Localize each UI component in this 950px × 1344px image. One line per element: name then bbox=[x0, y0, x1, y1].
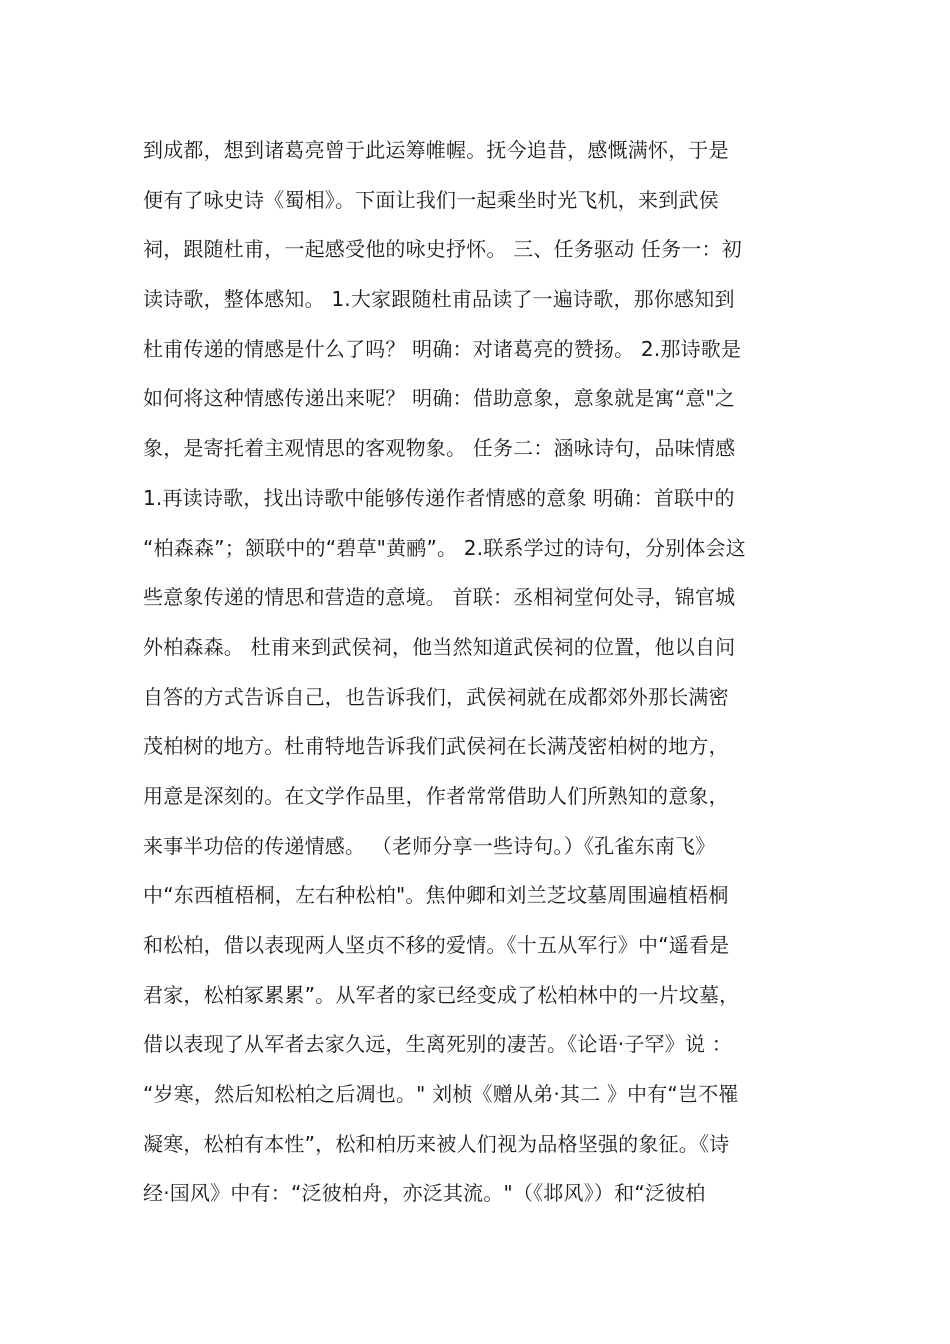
text-line-20: “岁寒，然后知松柏之后凋也。" 刘桢《赠从弟·其二 》中有“岂不罹 bbox=[143, 1082, 739, 1107]
text-line-16: 中“东西植梧桐，左右种松柏"。焦仲卿和刘兰芝坟墓周围遍植梧桐 bbox=[143, 883, 729, 908]
text-line-10: 些意象传递的情思和营造的意境。 首联：丞相祠堂何处寻，锦官城 bbox=[143, 585, 736, 610]
text-line-17: 和松柏，借以表现两人坚贞不移的爱情。《十五从军行》中“遥看是 bbox=[143, 933, 730, 957]
text-line-14: 用意是深刻的。在文学作品里，作者常常借助人们所熟知的意象， bbox=[143, 783, 729, 808]
text-line-6: 如何将这种情感传递出来呢？ 明确：借助意象，意象就是寓“意"之 bbox=[143, 386, 736, 411]
text-line-18: 君家，松柏冢累累”。从军者的家已经变成了松柏林中的一片坟墓， bbox=[143, 982, 740, 1007]
body-text bbox=[143, 126, 813, 1219]
text-line-7: 象，是寄托着主观情思的客观物象。 任务二：涵咏诗句，品味情感 bbox=[143, 436, 736, 461]
text-line-9: “柏森森”；颔联中的“碧草"黄鹂”。 2.联系学过的诗句，分别体会这 bbox=[143, 535, 746, 560]
text-line-5: 杜甫传递的情感是什么了吗？ 明确：对诸葛亮的赞扬。 2.那诗歌是 bbox=[143, 336, 742, 361]
text-line-22: 经·国风》中有：“泛彼柏舟，亦泛其流。"（《邶风》）和“泛彼柏 bbox=[143, 1181, 706, 1206]
text-line-11: 外柏森森。 杜甫来到武侯祠，他当然知道武侯祠的位置，他以自问 bbox=[143, 634, 736, 659]
text-line-15: 来事半功倍的传递情感。 （老师分享一些诗句。）《孔雀东南飞》 bbox=[143, 833, 716, 858]
text-line-3: 祠，跟随杜甫，一起感受他的咏史抒怀。 三、任务驱动 任务一：初 bbox=[143, 237, 742, 262]
text-line-4: 读诗歌，整体感知。 1.大家跟随杜甫品读了一遍诗歌，那你感知到 bbox=[143, 287, 735, 312]
text-line-19: 借以表现了从军者去家久远，生离死别的凄苦。《论语·子罕》说 ： bbox=[143, 1032, 732, 1057]
text-line-12: 自答的方式告诉自己，也告诉我们，武侯祠就在成都郊外那长满密 bbox=[143, 684, 729, 709]
text-line-1: 到成都，想到诸葛亮曾于此运筹帷幄。抚今追昔，感慨满怀，于是 bbox=[143, 138, 729, 162]
text-line-8: 1.再读诗歌，找出诗歌中能够传递作者情感的意象 明确：首联中的 bbox=[143, 485, 735, 510]
text-line-21: 凝寒，松柏有本性”，松和柏历来被人们视为品格坚强的象征。《诗 bbox=[143, 1131, 730, 1156]
text-line-2: 便有了咏史诗《蜀相》。下面让我们一起乘坐时光飞机，来到武侯 bbox=[143, 187, 719, 212]
text-line-13: 茂柏树的地方。杜甫特地告诉我们武侯祠在长满茂密柏树的地方， bbox=[143, 734, 729, 759]
